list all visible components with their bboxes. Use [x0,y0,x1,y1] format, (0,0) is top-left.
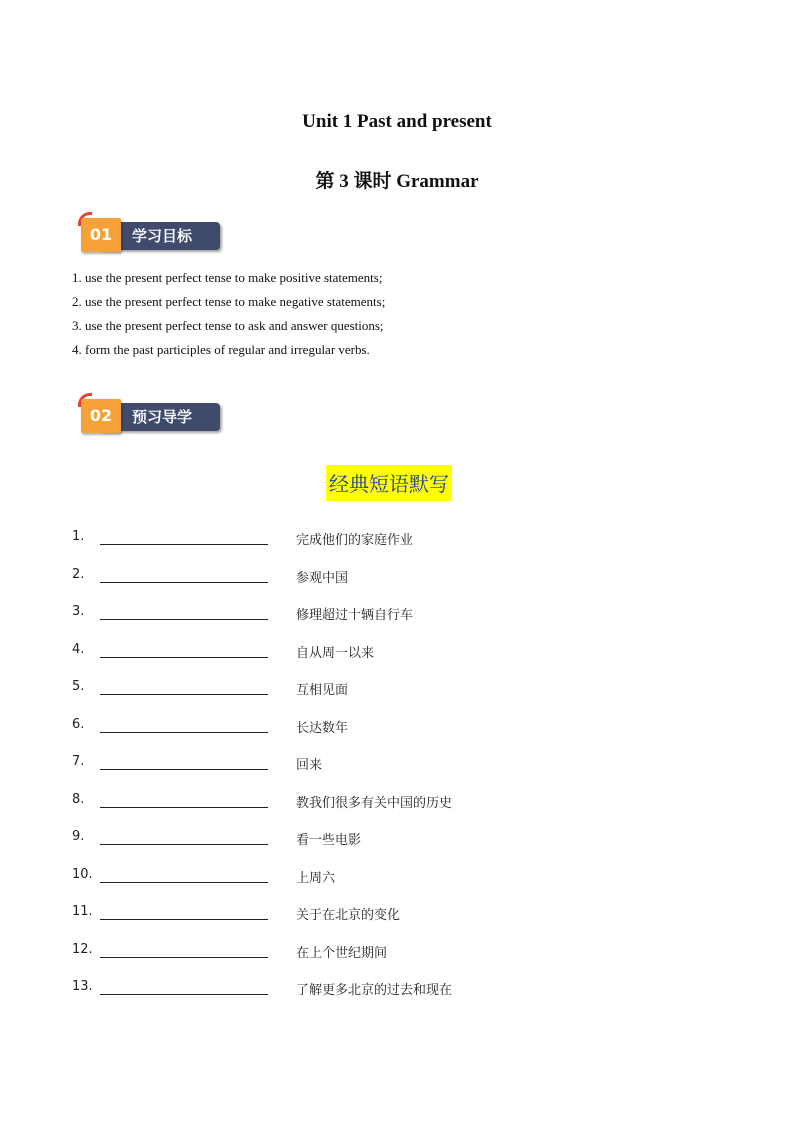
answer-blank[interactable] [100,957,268,958]
page-title: Unit 1 Past and present [302,111,492,132]
phrase-dictation-heading: 经典短语默写 [326,465,452,501]
objective-item: 1. use the present perfect tense to make positive statements; [72,270,383,285]
exercise-number: 3. [72,604,85,619]
chinese-phrase: 回来 [296,758,323,773]
exercise-row [72,715,592,753]
answer-blank[interactable] [100,582,268,583]
answer-blank[interactable] [100,769,268,770]
answer-blank[interactable] [100,619,268,620]
exercise-number: 11. [72,904,93,919]
chinese-phrase: 在上个世纪期间 [296,945,388,961]
exercise-number: 1. [72,529,85,544]
exercise-number: 2. [72,566,85,582]
badge-label: 学习目标 [132,227,193,245]
exercise-number: 12. [72,941,93,957]
answer-blank[interactable] [100,732,268,733]
answer-blank[interactable] [100,657,268,658]
exercise-row [72,602,592,640]
exercise-number: 9. [72,829,85,844]
exercise-row [72,790,592,828]
chinese-phrase: 教我们很多有关中国的历史 [296,795,453,811]
objective-item: 4. form the past participles of regular and irregular verbs. [72,342,370,357]
badge-number: 01 [81,218,121,252]
exercise-number: 5. [72,679,85,694]
exercise-row [72,977,592,1015]
answer-blank[interactable] [100,694,268,695]
chinese-phrase: 自从周一以来 [296,645,375,661]
answer-blank[interactable] [100,807,268,808]
chinese-phrase: 了解更多北京的过去和现在 [296,983,453,998]
answer-blank[interactable] [100,919,268,920]
chinese-phrase: 上周六 [296,870,336,886]
answer-blank[interactable] [100,544,268,545]
chinese-phrase: 修理超过十辆自行车 [296,608,414,623]
exercise-row [72,902,592,940]
exercise-row [72,565,592,603]
exercise-row [72,640,592,678]
objective-item: 2. use the present perfect tense to make negative statements; [72,294,386,309]
exercise-row [72,677,592,715]
exercise-row [72,940,592,978]
exercise-number: 6. [72,716,85,732]
chinese-phrase: 互相见面 [296,683,349,698]
exercise-number: 10. [72,866,93,882]
phrase-exercise-list [72,527,592,1015]
section-badge-objectives [78,218,224,252]
exercise-row [72,752,592,790]
chinese-phrase: 长达数年 [296,720,349,736]
exercise-row [72,827,592,865]
exercise-number: 7. [72,754,85,769]
chinese-phrase: 参观中国 [296,570,349,586]
section-badge-preview [78,399,224,433]
chinese-phrase: 完成他们的家庭作业 [296,533,414,548]
exercise-row [72,527,592,565]
badge-label: 预习导学 [132,408,193,426]
lesson-subtitle: 第 3 课时 Grammar [315,171,479,192]
exercise-number: 13. [72,979,93,994]
answer-blank[interactable] [100,994,268,995]
objectives-list [72,268,385,364]
chinese-phrase: 看一些电影 [296,833,362,848]
objective-item: 3. use the present perfect tense to ask and answer questions; [72,318,384,333]
chinese-phrase: 关于在北京的变化 [296,908,401,923]
exercise-row [72,865,592,903]
answer-blank[interactable] [100,844,268,845]
exercise-number: 8. [72,791,85,807]
answer-blank[interactable] [100,882,268,883]
exercise-number: 4. [72,641,85,657]
badge-number: 02 [81,399,121,433]
